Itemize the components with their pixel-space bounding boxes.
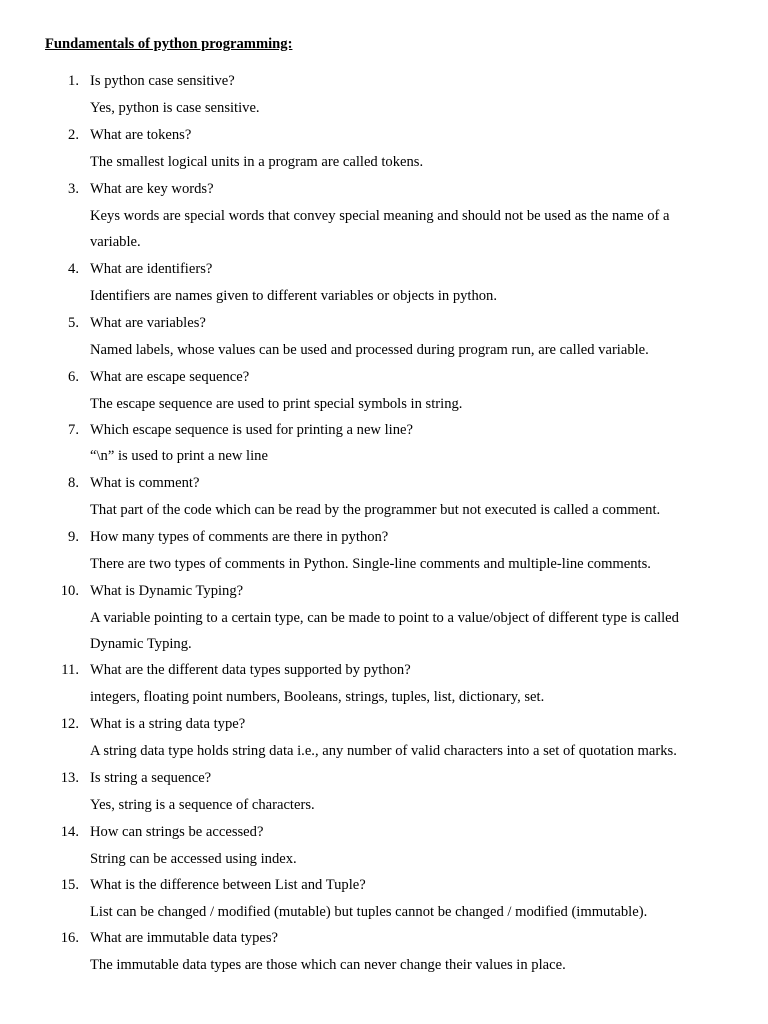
question-text: What are escape sequence? [90,369,250,385]
answer-text: Yes, python is case sensitive. [90,100,260,116]
page-title: Fundamentals of python programming: [45,36,293,52]
answer-text: A variable pointing to a certain type, can be made to point to a value/object of different type is called [90,610,679,626]
question-text: Is python case sensitive? [90,73,235,89]
answer-text: The escape sequence are used to print special symbols in string. [90,396,463,412]
answer-text: String can be accessed using index. [90,851,297,867]
answer-text: integers, floating point numbers, Booleans, strings, tuples, list, dictionary, set. [90,689,545,705]
question-text: What are identifiers? [90,261,213,277]
item-number: 11. [61,662,79,678]
answer-text: A string data type holds string data i.e., any number of valid characters into a set of quotation marks. [90,743,677,759]
question-text: What is comment? [90,475,200,491]
item-number: 14. [60,824,79,840]
question-text: What is the difference between List and Tuple? [90,877,366,893]
answer-text: Keys words are special words that convey special meaning and should not be used as the name of a [90,208,670,224]
question-text: How many types of comments are there in python? [90,529,389,545]
item-number: 12. [60,716,79,732]
item-number: 13. [60,770,79,786]
question-text: What are immutable data types? [90,930,279,946]
item-number: 6. [68,369,79,385]
item-number: 8. [68,475,79,491]
item-number: 5. [68,315,79,331]
question-text: What is Dynamic Typing? [90,583,244,599]
answer-text: The immutable data types are those which can never change their values in place. [90,957,566,973]
answer-text: “\n” is used to print a new line [90,448,268,464]
question-text: What are the different data types supported by python? [90,662,411,678]
item-number: 16. [60,930,79,946]
answer-text: There are two types of comments in Python. Single-line comments and multiple-line comments. [90,556,651,572]
answer-text: The smallest logical units in a program are called tokens. [90,154,424,170]
item-number: 15. [60,877,79,893]
item-number: 3. [68,181,79,197]
item-number: 2. [68,127,79,143]
item-number: 9. [68,529,79,545]
answer-text: Dynamic Typing. [90,636,192,652]
item-number: 1. [68,73,79,89]
answer-text: Named labels, whose values can be used and processed during program run, are called variable. [90,342,649,358]
item-number: 4. [68,261,79,277]
question-text: How can strings be accessed? [90,824,264,840]
answer-text: That part of the code which can be read by the programmer but not executed is called a comment. [90,502,661,518]
question-text: Which escape sequence is used for printing a new line? [90,422,413,438]
question-text: What are key words? [90,181,214,197]
question-text: What are variables? [90,315,206,331]
answer-text: Yes, string is a sequence of characters. [90,797,315,813]
answer-text: variable. [90,234,141,250]
question-text: What is a string data type? [90,716,246,732]
item-number: 10. [60,583,79,599]
item-number: 7. [68,422,79,438]
question-text: What are tokens? [90,127,192,143]
question-text: Is string a sequence? [90,770,212,786]
answer-text: Identifiers are names given to different variables or objects in python. [90,288,498,304]
answer-text: List can be changed / modified (mutable) but tuples cannot be changed / modified (immutable). [90,904,648,920]
